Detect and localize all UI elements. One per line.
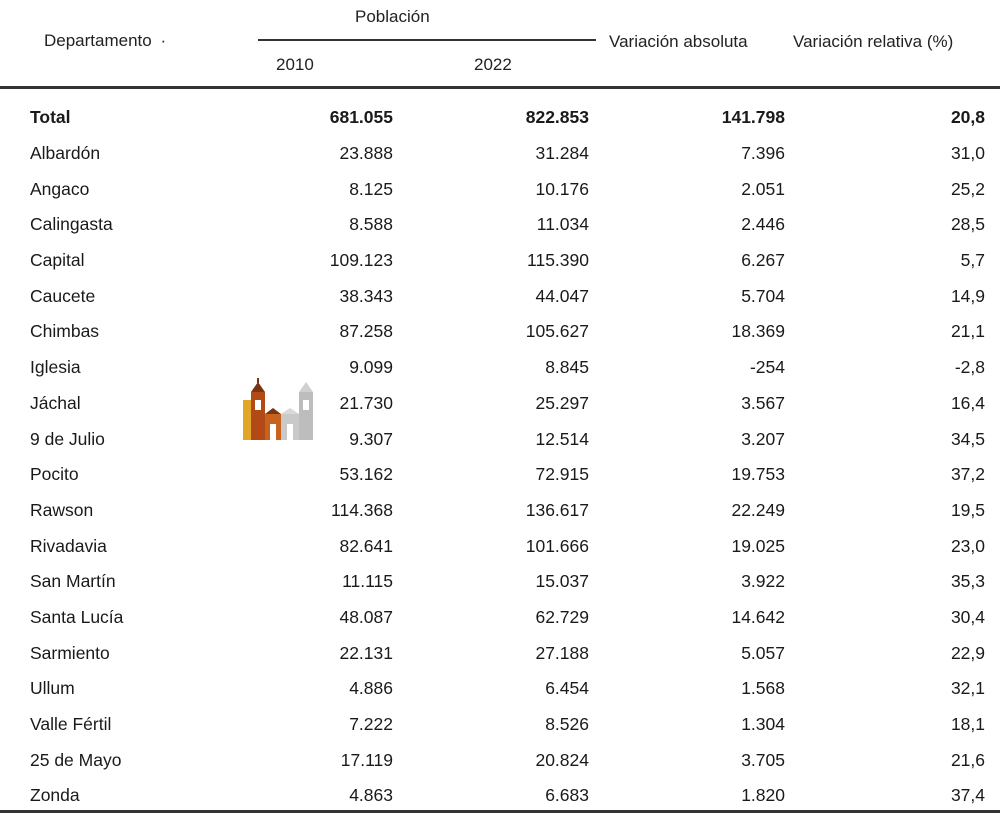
- absolute-variation: 6.267: [741, 250, 785, 271]
- absolute-variation: 1.304: [741, 714, 785, 735]
- absolute-variation: 7.396: [741, 143, 785, 164]
- department-name: Caucete: [30, 285, 96, 306]
- department-name: Ullum: [30, 678, 75, 699]
- table-row: [0, 635, 1000, 671]
- row-padding: [985, 564, 1000, 600]
- population-2022: 12.514: [535, 428, 589, 449]
- absolute-variation: 22.249: [731, 499, 785, 520]
- department-name: Jáchal: [30, 392, 81, 413]
- population-2010: 8.588: [349, 214, 393, 235]
- relative-variation: 5,7: [960, 250, 985, 271]
- row-padding: [985, 243, 1000, 279]
- absolute-variation: 5.704: [741, 285, 785, 306]
- relative-variation: 28,5: [950, 214, 985, 235]
- table-row: [0, 171, 1000, 207]
- department-name: Total: [30, 107, 71, 128]
- row-padding: [985, 136, 1000, 172]
- row-padding: [985, 100, 1000, 136]
- relative-variation: 37,4: [950, 785, 985, 806]
- relative-variation: 14,9: [950, 285, 985, 306]
- header-departamento-mark: ·: [160, 31, 167, 50]
- department-name: Valle Fértil: [30, 714, 112, 735]
- department-name: Rawson: [30, 499, 94, 520]
- row-padding: [985, 707, 1000, 743]
- absolute-variation: 5.057: [741, 642, 785, 663]
- table-row: [0, 671, 1000, 707]
- relative-variation: 34,5: [950, 428, 985, 449]
- absolute-variation: 19.025: [731, 535, 785, 556]
- row-padding: [985, 171, 1000, 207]
- population-2010: 681.055: [329, 107, 393, 128]
- table-row: [0, 350, 1000, 386]
- relative-variation: 35,3: [950, 571, 985, 592]
- department-name: 25 de Mayo: [30, 749, 122, 770]
- table-row: [0, 386, 1000, 422]
- row-padding: [985, 350, 1000, 386]
- relative-variation: -2,8: [954, 357, 985, 378]
- population-2022: 62.729: [535, 606, 589, 627]
- relative-variation: 25,2: [950, 178, 985, 199]
- table-top-rule: [0, 86, 1000, 89]
- population-table-body: [0, 100, 1000, 814]
- total-row: [0, 100, 1000, 136]
- absolute-variation: 14.642: [731, 606, 785, 627]
- population-2010: 9.099: [349, 357, 393, 378]
- population-2022: 101.666: [525, 535, 589, 556]
- absolute-variation: 141.798: [721, 107, 785, 128]
- row-padding: [985, 528, 1000, 564]
- header-year-2022: 2022: [474, 55, 512, 74]
- population-2022: 25.297: [535, 392, 589, 413]
- department-name: Zonda: [30, 785, 80, 806]
- population-2022: 72.915: [535, 464, 589, 485]
- population-2022: 8.526: [545, 714, 589, 735]
- church-logo-icon: [243, 378, 317, 440]
- department-name: Albardón: [30, 143, 101, 164]
- table-row: [0, 493, 1000, 529]
- population-2022: 822.853: [525, 107, 589, 128]
- population-2010: 9.307: [349, 428, 393, 449]
- row-padding: [985, 778, 1000, 814]
- population-2022: 15.037: [535, 571, 589, 592]
- header-departamento: Departamento ·: [44, 31, 167, 50]
- relative-variation: 16,4: [950, 392, 985, 413]
- table-row: [0, 314, 1000, 350]
- population-2010: 17.119: [340, 749, 393, 770]
- table-row: [0, 207, 1000, 243]
- population-2022: 31.284: [535, 143, 589, 164]
- row-padding: [985, 742, 1000, 778]
- population-table: [0, 100, 1000, 814]
- table-row: [0, 278, 1000, 314]
- absolute-variation: 2.446: [741, 214, 785, 235]
- population-2022: 11.034: [536, 214, 589, 235]
- population-2022: 6.683: [545, 785, 589, 806]
- absolute-variation: 3.207: [741, 428, 785, 449]
- table-row: [0, 742, 1000, 778]
- table-row: [0, 136, 1000, 172]
- table-row: [0, 778, 1000, 814]
- department-name: Rivadavia: [30, 535, 107, 556]
- absolute-variation: 18.369: [731, 321, 785, 342]
- department-name: Iglesia: [30, 357, 81, 378]
- population-2010: 8.125: [349, 178, 393, 199]
- table-row: [0, 243, 1000, 279]
- relative-variation: 19,5: [950, 499, 985, 520]
- relative-variation: 23,0: [950, 535, 985, 556]
- population-2010: 4.886: [349, 678, 393, 699]
- population-2022: 8.845: [545, 357, 589, 378]
- population-2010: 23.888: [339, 143, 393, 164]
- relative-variation: 20,8: [950, 107, 985, 128]
- population-2022: 27.188: [535, 642, 589, 663]
- population-2010: 11.115: [342, 571, 393, 592]
- relative-variation: 32,1: [950, 678, 985, 699]
- row-padding: [985, 635, 1000, 671]
- absolute-variation: 2.051: [741, 178, 785, 199]
- relative-variation: 31,0: [950, 143, 985, 164]
- population-2022: 20.824: [535, 749, 589, 770]
- row-padding: [985, 600, 1000, 636]
- table-row: [0, 457, 1000, 493]
- header-variacion-absoluta: Variación absoluta: [609, 32, 748, 51]
- relative-variation: 21,6: [950, 749, 985, 770]
- population-2010: 4.863: [349, 785, 393, 806]
- table-row: [0, 421, 1000, 457]
- absolute-variation: 19.753: [731, 464, 785, 485]
- department-name: 9 de Julio: [30, 428, 105, 449]
- population-2010: 87.258: [339, 321, 393, 342]
- department-name: San Martín: [30, 571, 116, 592]
- relative-variation: 22,9: [950, 642, 985, 663]
- population-2010: 53.162: [339, 464, 393, 485]
- header-poblacion-rule: [258, 39, 596, 41]
- relative-variation: 37,2: [950, 464, 985, 485]
- population-2022: 136.617: [525, 499, 589, 520]
- header-year-2010: 2010: [276, 55, 314, 74]
- department-name: Capital: [30, 250, 85, 271]
- absolute-variation: 3.922: [741, 571, 785, 592]
- row-padding: [985, 457, 1000, 493]
- absolute-variation: 1.820: [741, 785, 785, 806]
- relative-variation: 21,1: [950, 321, 985, 342]
- population-2010: 22.131: [339, 642, 393, 663]
- population-2022: 6.454: [545, 678, 589, 699]
- header-poblacion: Población: [355, 7, 430, 26]
- absolute-variation: 1.568: [741, 678, 785, 699]
- department-name: Sarmiento: [30, 642, 110, 663]
- table-row: [0, 564, 1000, 600]
- row-padding: [985, 671, 1000, 707]
- population-2010: 7.222: [349, 714, 393, 735]
- population-2010: 109.123: [329, 250, 393, 271]
- department-name: Angaco: [30, 178, 90, 199]
- population-2022: 105.627: [525, 321, 589, 342]
- header-variacion-relativa: Variación relativa (%): [793, 32, 954, 51]
- department-name: Santa Lucía: [30, 606, 124, 627]
- department-name: Pocito: [30, 464, 79, 485]
- population-2022: 10.176: [535, 178, 589, 199]
- department-name: Calingasta: [30, 214, 113, 235]
- table-row: [0, 528, 1000, 564]
- relative-variation: 30,4: [950, 606, 985, 627]
- row-padding: [985, 421, 1000, 457]
- absolute-variation: -254: [749, 357, 785, 378]
- population-2010: 114.368: [331, 499, 393, 520]
- row-padding: [985, 386, 1000, 422]
- table-row: [0, 707, 1000, 743]
- row-padding: [985, 207, 1000, 243]
- row-padding: [985, 278, 1000, 314]
- population-2010: 48.087: [339, 606, 393, 627]
- row-padding: [985, 314, 1000, 350]
- absolute-variation: 3.567: [741, 392, 785, 413]
- department-name: Chimbas: [30, 321, 100, 342]
- population-2010: 82.641: [339, 535, 393, 556]
- absolute-variation: 3.705: [741, 749, 785, 770]
- row-padding: [985, 493, 1000, 529]
- table-row: [0, 600, 1000, 636]
- relative-variation: 18,1: [950, 714, 985, 735]
- population-2022: 44.047: [535, 285, 589, 306]
- population-2010: 21.730: [339, 392, 393, 413]
- population-2010: 38.343: [339, 285, 393, 306]
- population-2022: 115.390: [527, 250, 589, 271]
